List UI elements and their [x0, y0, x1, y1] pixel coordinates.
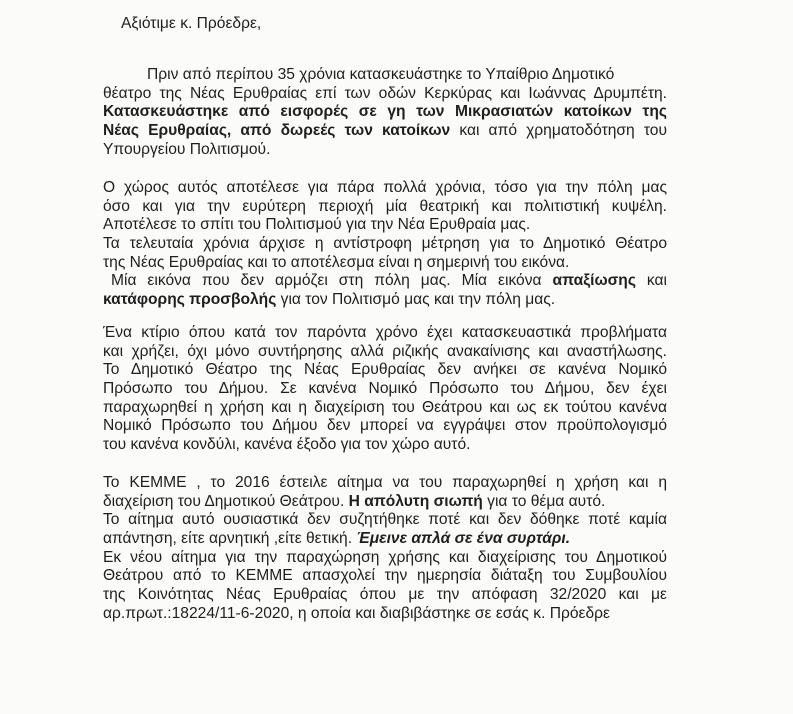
text-line	[103, 272, 667, 291]
bold-phrase: απαξίωσης	[552, 272, 636, 290]
text-line	[103, 122, 667, 141]
text-line	[103, 493, 667, 512]
text-line: Το ΚΕΜΜΕ , το 2016 έστειλε αίτημα να του παραχωρηθεί η χρήση και η	[103, 474, 667, 491]
text-line	[103, 291, 667, 310]
text-line: Αποτέλεσε το σπίτι του Πολιτισμού για την Νέα Ερυθραία μας.	[103, 216, 531, 234]
paragraph-1	[103, 66, 667, 159]
text-fragment: διαχείριση του Δημοτικού Θεάτρου.	[103, 492, 349, 510]
text-line: Ο χώρος αυτός αποτέλεσε για πάρα πολλά χρόνια, τόσο για την πόλη μας	[103, 179, 667, 196]
paragraph-3	[103, 324, 667, 455]
paragraph-2	[103, 179, 667, 310]
text-line: Θεάτρου από το ΚΕΜΜΕ απασχολεί την ημερησία διάταξη του Συμβουλίου	[103, 567, 667, 585]
text-line: αρ.πρωτ.:18224/11-6-2020, η οποία και διαβιβάστηκε σε εσάς κ. Πρόεδρε	[103, 604, 611, 622]
bold-italic-phrase: Έμεινε απλά σε ένα συρτάρι.	[356, 530, 571, 548]
text-fragment: για τον Πολιτισμό μας και την πόλη μας.	[276, 291, 556, 309]
text-line: Υπουργείου Πολιτισμού.	[103, 140, 271, 158]
text-line: Το αίτημα αυτό ουσιαστικά δεν συζητήθηκε ποτέ και δεν δόθηκε ποτέ καμία	[103, 511, 667, 529]
text-line: Εκ νέου αίτημα για την παραχώρηση χρήσης και διαχείρισης του Δημοτικού	[103, 548, 667, 566]
text-line: Το Δημοτικό Θέατρο της Νέας Ερυθραίας δεν ανήκει σε κανένα Νομικό	[103, 361, 667, 379]
bold-phrase: Η απόλυτη σιωπή	[348, 492, 483, 510]
text-fragment: για το θέμα αυτό.	[482, 492, 606, 510]
text-line: και χρήζει, όχι μόνο συντήρησης αλλά ριζικής ανακαίνισης και αναστήλωσης.	[103, 342, 667, 360]
text-line: Πρόσωπο του Δήμου. Σε κανένα Νομικό Πρόσωπο του Δήμου, δεν έχει	[103, 380, 667, 398]
text-line: Πριν από περίπου 35 χρόνια κατασκευάστηκε το Υπαίθριο Δημοτικό	[147, 66, 615, 83]
text-fragment: και	[635, 272, 668, 290]
text-line: Νομικό Πρόσωπο του Δήμου δεν μπορεί να εγγράψει στον προϋπολογισμό	[103, 417, 667, 435]
text-line: παραχωρηθεί η χρήση και η διαχείριση του Θεάτρου και ως εκ τούτου κανένα	[103, 398, 667, 416]
bold-phrase: κατάφορης προσβολής	[103, 291, 277, 309]
text-fragment: Μία εικόνα που δεν αρμόζει στη πόλη μας. Μία εικόνα	[111, 272, 553, 290]
text-line	[103, 530, 667, 549]
salutation: Αξιότιμε κ. Πρόεδρε,	[121, 15, 262, 32]
text-line: της Κοινότητας Νέας Ερυθραίας όπου με την απόφαση 32/2020 και με	[103, 586, 667, 604]
text-fragment: απάντηση, είτε αρνητική ,είτε θετική.	[103, 530, 357, 548]
text-line: θέατρο της Νέας Ερυθραίας επί των οδών Κερκύρας και Ιωάννας Δρυμπέτη.	[103, 84, 667, 102]
text-line: Ένα κτίριο όπου κατά τον παρόντα χρόνο έχει κατασκευαστικά προβλήματα	[103, 324, 667, 341]
text-line: Τα τελευταία χρόνια άρχισε η αντίστροφη μέτρηση για το Δημοτικό Θέατρο	[103, 235, 667, 253]
text-fragment: και από χρηματοδότηση του	[450, 122, 667, 140]
text-line: της Νέας Ερυθραίας και το αποτέλεσμα είναι η σημερινή του εικόνα.	[103, 253, 570, 271]
text-line-bold: Κατασκευάστηκε από εισφορές σε γη των Μικρασιατών κατοίκων της	[103, 103, 667, 121]
text-line: όσο και για την ευρύτερη περιοχή μία θεατρική και πολιτιστική κυψέλη.	[103, 197, 667, 215]
text-line: του κανένα κονδύλι, κανένα έξοδο για τον χώρο αυτό.	[103, 436, 471, 454]
bold-phrase: Νέας Ερυθραίας, από δωρεές των κατοίκων	[103, 122, 451, 140]
paragraph-4	[103, 474, 667, 624]
